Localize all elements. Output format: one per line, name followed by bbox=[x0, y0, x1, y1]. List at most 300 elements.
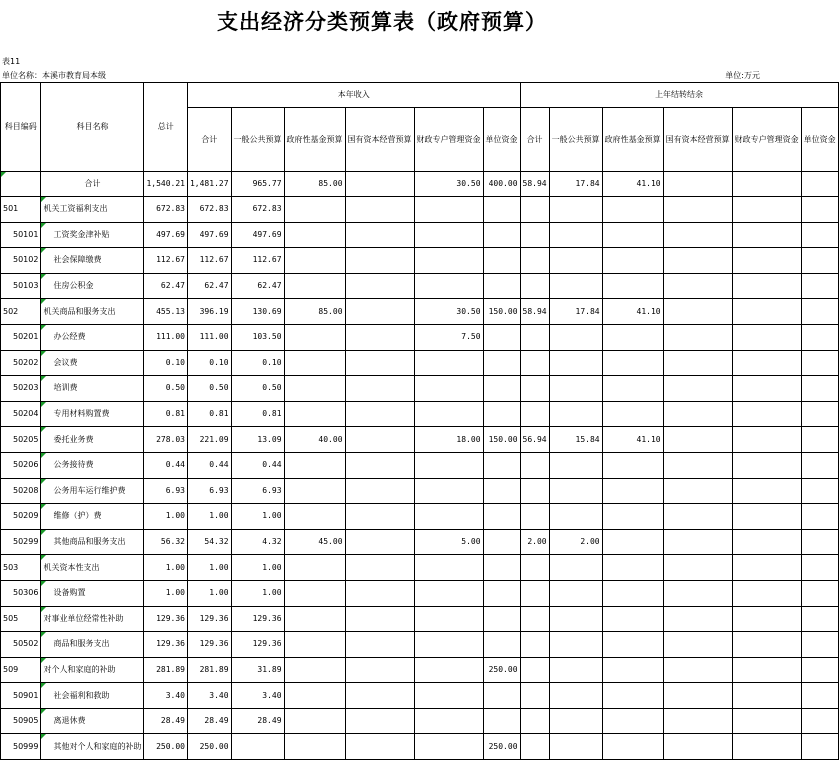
cell-value bbox=[801, 504, 838, 530]
cell-value bbox=[602, 708, 663, 734]
cell-value bbox=[345, 452, 414, 478]
cell-value bbox=[483, 376, 520, 402]
cell-value: 112.67 bbox=[144, 248, 188, 274]
cell-value bbox=[414, 376, 483, 402]
cell-value: 1.00 bbox=[231, 580, 284, 606]
row-code: 50203 bbox=[1, 376, 41, 402]
cell-value: 13.09 bbox=[231, 427, 284, 453]
cell-value bbox=[345, 324, 414, 350]
table-row bbox=[1, 273, 839, 299]
cell-value bbox=[549, 657, 602, 683]
cell-value: 54.32 bbox=[187, 529, 231, 555]
cell-value bbox=[602, 683, 663, 709]
cell-value bbox=[801, 427, 838, 453]
cell-value: 6.93 bbox=[187, 478, 231, 504]
cell-value: 40.00 bbox=[284, 427, 345, 453]
row-name: 社会福利和救助 bbox=[41, 683, 144, 709]
cell-value bbox=[549, 222, 602, 248]
cell-value bbox=[284, 324, 345, 350]
cell-value bbox=[663, 734, 732, 760]
cell-value: 0.50 bbox=[187, 376, 231, 402]
cell-value bbox=[663, 376, 732, 402]
cell-value bbox=[602, 222, 663, 248]
cell-value: 111.00 bbox=[144, 324, 188, 350]
cell-value: 58.94 bbox=[520, 172, 549, 197]
row-code: 503 bbox=[1, 555, 41, 581]
cell-value bbox=[414, 683, 483, 709]
row-code: 50206 bbox=[1, 452, 41, 478]
cell-value: 672.83 bbox=[187, 197, 231, 223]
cell-value bbox=[801, 376, 838, 402]
cell-value bbox=[414, 273, 483, 299]
row-code: 50306 bbox=[1, 580, 41, 606]
table-row bbox=[1, 504, 839, 530]
header-prev-col-5: 单位资金 bbox=[801, 108, 838, 172]
cell-value bbox=[801, 529, 838, 555]
header-current-col-1: 一般公共预算 bbox=[231, 108, 284, 172]
cell-value bbox=[801, 606, 838, 632]
cell-value: 0.81 bbox=[187, 401, 231, 427]
cell-value bbox=[663, 555, 732, 581]
cell-value: 672.83 bbox=[231, 197, 284, 223]
table-row bbox=[1, 632, 839, 658]
cell-value bbox=[483, 632, 520, 658]
header-prev-year: 上年结转结余 bbox=[520, 83, 838, 108]
cell-value bbox=[284, 222, 345, 248]
cell-value bbox=[663, 172, 732, 197]
cell-value bbox=[549, 555, 602, 581]
cell-value bbox=[520, 478, 549, 504]
cell-value bbox=[732, 683, 801, 709]
cell-value bbox=[414, 452, 483, 478]
cell-value bbox=[414, 401, 483, 427]
cell-value: 1.00 bbox=[144, 504, 188, 530]
cell-value bbox=[345, 529, 414, 555]
cell-value bbox=[663, 478, 732, 504]
cell-value: 7.50 bbox=[414, 324, 483, 350]
cell-value: 28.49 bbox=[144, 708, 188, 734]
cell-value bbox=[483, 478, 520, 504]
cell-value bbox=[602, 478, 663, 504]
cell-value bbox=[345, 632, 414, 658]
cell-value: 17.84 bbox=[549, 172, 602, 197]
header-prev-col-1: 一般公共预算 bbox=[549, 108, 602, 172]
cell-value: 250.00 bbox=[483, 734, 520, 760]
row-code: 50208 bbox=[1, 478, 41, 504]
cell-value: 0.50 bbox=[231, 376, 284, 402]
cell-value bbox=[520, 708, 549, 734]
cell-value: 281.89 bbox=[187, 657, 231, 683]
cell-value: 18.00 bbox=[414, 427, 483, 453]
cell-value: 0.81 bbox=[231, 401, 284, 427]
row-name: 专用材料购置费 bbox=[41, 401, 144, 427]
cell-value bbox=[732, 299, 801, 325]
cell-value: 130.69 bbox=[231, 299, 284, 325]
cell-value: 129.36 bbox=[231, 606, 284, 632]
cell-value bbox=[549, 734, 602, 760]
cell-value bbox=[663, 427, 732, 453]
cell-value bbox=[549, 452, 602, 478]
cell-value bbox=[520, 350, 549, 376]
cell-value bbox=[801, 555, 838, 581]
cell-value: 111.00 bbox=[187, 324, 231, 350]
cell-value bbox=[483, 273, 520, 299]
cell-value bbox=[520, 580, 549, 606]
cell-value: 1.00 bbox=[231, 504, 284, 530]
cell-value: 56.32 bbox=[144, 529, 188, 555]
cell-value bbox=[483, 580, 520, 606]
table-row bbox=[1, 299, 839, 325]
cell-value bbox=[284, 708, 345, 734]
cell-value bbox=[732, 172, 801, 197]
cell-value bbox=[732, 708, 801, 734]
header-current-col-3: 国有资本经营预算 bbox=[345, 108, 414, 172]
cell-value bbox=[801, 580, 838, 606]
cell-value bbox=[284, 504, 345, 530]
cell-value bbox=[732, 324, 801, 350]
cell-value bbox=[345, 299, 414, 325]
cell-value bbox=[602, 197, 663, 223]
header-prev-col-4: 财政专户管理资金 bbox=[732, 108, 801, 172]
cell-value bbox=[602, 555, 663, 581]
row-name: 其他商品和服务支出 bbox=[41, 529, 144, 555]
cell-value bbox=[414, 580, 483, 606]
table-row bbox=[1, 376, 839, 402]
cell-value bbox=[549, 683, 602, 709]
cell-value bbox=[602, 401, 663, 427]
cell-value bbox=[483, 504, 520, 530]
table-row bbox=[1, 427, 839, 453]
cell-value bbox=[414, 708, 483, 734]
cell-value: 0.10 bbox=[231, 350, 284, 376]
cell-value bbox=[663, 632, 732, 658]
cell-value bbox=[663, 222, 732, 248]
row-code: 50999 bbox=[1, 734, 41, 760]
table-row bbox=[1, 708, 839, 734]
cell-value bbox=[801, 683, 838, 709]
cell-value bbox=[520, 504, 549, 530]
cell-value bbox=[732, 427, 801, 453]
cell-value bbox=[732, 555, 801, 581]
row-name: 离退休费 bbox=[41, 708, 144, 734]
cell-value bbox=[414, 350, 483, 376]
row-name: 对事业单位经常性补助 bbox=[41, 606, 144, 632]
cell-value bbox=[602, 248, 663, 274]
cell-value bbox=[345, 401, 414, 427]
row-name: 机关商品和服务支出 bbox=[41, 299, 144, 325]
cell-value: 1,481.27 bbox=[187, 172, 231, 197]
cell-value: 1.00 bbox=[144, 580, 188, 606]
cell-value bbox=[801, 708, 838, 734]
cell-value bbox=[284, 248, 345, 274]
row-code: 50209 bbox=[1, 504, 41, 530]
cell-value bbox=[549, 708, 602, 734]
cell-value bbox=[663, 683, 732, 709]
cell-value bbox=[520, 452, 549, 478]
cell-value: 6.93 bbox=[144, 478, 188, 504]
cell-value bbox=[801, 222, 838, 248]
table-row bbox=[1, 683, 839, 709]
cell-value: 497.69 bbox=[231, 222, 284, 248]
cell-value: 129.36 bbox=[231, 632, 284, 658]
cell-value bbox=[602, 657, 663, 683]
cell-value bbox=[663, 299, 732, 325]
cell-value bbox=[414, 632, 483, 658]
header-name: 科目名称 bbox=[41, 83, 144, 172]
cell-value bbox=[345, 657, 414, 683]
cell-value bbox=[732, 350, 801, 376]
cell-value bbox=[549, 401, 602, 427]
table-row bbox=[1, 734, 839, 760]
unit-label: 单位:万元 bbox=[725, 71, 760, 80]
cell-value: 41.10 bbox=[602, 427, 663, 453]
cell-value bbox=[345, 248, 414, 274]
cell-value: 41.10 bbox=[602, 172, 663, 197]
cell-value bbox=[414, 478, 483, 504]
cell-value bbox=[345, 606, 414, 632]
cell-value bbox=[732, 580, 801, 606]
cell-value: 28.49 bbox=[231, 708, 284, 734]
cell-value bbox=[345, 273, 414, 299]
cell-value: 672.83 bbox=[144, 197, 188, 223]
cell-value: 129.36 bbox=[187, 606, 231, 632]
cell-value: 1.00 bbox=[231, 555, 284, 581]
cell-value bbox=[345, 197, 414, 223]
cell-value bbox=[549, 248, 602, 274]
cell-value bbox=[801, 350, 838, 376]
cell-value: 4.32 bbox=[231, 529, 284, 555]
header-current-col-2: 政府性基金预算 bbox=[284, 108, 345, 172]
header-total: 总计 bbox=[144, 83, 188, 172]
cell-value bbox=[549, 273, 602, 299]
cell-value bbox=[549, 606, 602, 632]
cell-value: 112.67 bbox=[231, 248, 284, 274]
cell-value bbox=[663, 452, 732, 478]
cell-value: 1.00 bbox=[187, 580, 231, 606]
cell-value bbox=[549, 324, 602, 350]
row-code: 50103 bbox=[1, 273, 41, 299]
row-name: 合计 bbox=[41, 172, 144, 197]
cell-value bbox=[520, 376, 549, 402]
row-code: 509 bbox=[1, 657, 41, 683]
cell-value: 129.36 bbox=[187, 632, 231, 658]
cell-value bbox=[732, 529, 801, 555]
cell-value bbox=[663, 657, 732, 683]
cell-value bbox=[663, 401, 732, 427]
cell-value bbox=[663, 580, 732, 606]
cell-value: 2.00 bbox=[520, 529, 549, 555]
cell-value: 103.50 bbox=[231, 324, 284, 350]
cell-value bbox=[483, 401, 520, 427]
cell-value bbox=[663, 529, 732, 555]
table-row bbox=[1, 350, 839, 376]
cell-value bbox=[801, 632, 838, 658]
cell-value: 396.19 bbox=[187, 299, 231, 325]
cell-value bbox=[663, 606, 732, 632]
header-prev-col-2: 政府性基金预算 bbox=[602, 108, 663, 172]
row-code: 50101 bbox=[1, 222, 41, 248]
cell-value bbox=[483, 683, 520, 709]
row-name: 公务用车运行维护费 bbox=[41, 478, 144, 504]
row-name: 工资奖金津补贴 bbox=[41, 222, 144, 248]
cell-value bbox=[284, 273, 345, 299]
cell-value bbox=[483, 606, 520, 632]
cell-value bbox=[284, 401, 345, 427]
cell-value bbox=[520, 401, 549, 427]
cell-value bbox=[414, 555, 483, 581]
cell-value bbox=[345, 580, 414, 606]
row-code: 501 bbox=[1, 197, 41, 223]
cell-value: 150.00 bbox=[483, 427, 520, 453]
cell-value bbox=[284, 478, 345, 504]
cell-value bbox=[801, 734, 838, 760]
cell-value bbox=[602, 350, 663, 376]
cell-value: 62.47 bbox=[231, 273, 284, 299]
cell-value: 0.50 bbox=[144, 376, 188, 402]
cell-value bbox=[732, 197, 801, 223]
cell-value bbox=[602, 376, 663, 402]
row-name: 其他对个人和家庭的补助 bbox=[41, 734, 144, 760]
row-code: 502 bbox=[1, 299, 41, 325]
cell-value bbox=[732, 632, 801, 658]
row-name: 公务接待费 bbox=[41, 452, 144, 478]
cell-value bbox=[483, 350, 520, 376]
row-name: 办公经费 bbox=[41, 324, 144, 350]
budget-table bbox=[0, 82, 839, 760]
page-title: 支出经济分类预算表（政府预算） bbox=[217, 9, 547, 34]
cell-value bbox=[520, 555, 549, 581]
cell-value: 3.40 bbox=[187, 683, 231, 709]
cell-value bbox=[345, 350, 414, 376]
cell-value: 41.10 bbox=[602, 299, 663, 325]
cell-value: 30.50 bbox=[414, 172, 483, 197]
cell-value: 85.00 bbox=[284, 172, 345, 197]
cell-value: 28.49 bbox=[187, 708, 231, 734]
cell-value bbox=[520, 222, 549, 248]
cell-value bbox=[483, 324, 520, 350]
cell-value bbox=[483, 452, 520, 478]
header-current-col-0: 合计 bbox=[187, 108, 231, 172]
table-row bbox=[1, 478, 839, 504]
cell-value bbox=[801, 401, 838, 427]
cell-value bbox=[549, 504, 602, 530]
cell-value bbox=[284, 555, 345, 581]
cell-value: 85.00 bbox=[284, 299, 345, 325]
cell-value: 45.00 bbox=[284, 529, 345, 555]
row-name: 商品和服务支出 bbox=[41, 632, 144, 658]
cell-value bbox=[345, 504, 414, 530]
cell-value bbox=[284, 734, 345, 760]
cell-value bbox=[520, 657, 549, 683]
cell-value bbox=[520, 632, 549, 658]
total-row bbox=[1, 172, 839, 197]
cell-value bbox=[549, 632, 602, 658]
cell-value bbox=[602, 452, 663, 478]
cell-value bbox=[483, 708, 520, 734]
table-row bbox=[1, 324, 839, 350]
row-code: 50502 bbox=[1, 632, 41, 658]
cell-value bbox=[732, 222, 801, 248]
row-name: 委托业务费 bbox=[41, 427, 144, 453]
row-code: 50201 bbox=[1, 324, 41, 350]
row-code bbox=[1, 172, 41, 197]
cell-value: 6.93 bbox=[231, 478, 284, 504]
cell-value: 5.00 bbox=[414, 529, 483, 555]
cell-value: 62.47 bbox=[144, 273, 188, 299]
cell-value bbox=[231, 734, 284, 760]
cell-value bbox=[801, 657, 838, 683]
table-row bbox=[1, 657, 839, 683]
cell-value bbox=[414, 734, 483, 760]
header-current-col-4: 财政专户管理资金 bbox=[414, 108, 483, 172]
cell-value bbox=[602, 734, 663, 760]
cell-value bbox=[732, 376, 801, 402]
cell-value bbox=[483, 222, 520, 248]
table-row bbox=[1, 401, 839, 427]
cell-value bbox=[801, 172, 838, 197]
cell-value bbox=[345, 427, 414, 453]
cell-value bbox=[284, 632, 345, 658]
cell-value bbox=[345, 478, 414, 504]
cell-value bbox=[663, 350, 732, 376]
cell-value bbox=[483, 555, 520, 581]
cell-value bbox=[284, 197, 345, 223]
cell-value: 0.10 bbox=[187, 350, 231, 376]
cell-value bbox=[483, 197, 520, 223]
cell-value: 278.03 bbox=[144, 427, 188, 453]
row-name: 机关资本性支出 bbox=[41, 555, 144, 581]
cell-value bbox=[549, 580, 602, 606]
cell-value bbox=[801, 478, 838, 504]
cell-value: 455.13 bbox=[144, 299, 188, 325]
row-name: 机关工资福利支出 bbox=[41, 197, 144, 223]
cell-value bbox=[801, 273, 838, 299]
cell-value bbox=[345, 708, 414, 734]
cell-value bbox=[549, 478, 602, 504]
cell-value: 497.69 bbox=[144, 222, 188, 248]
cell-value bbox=[414, 248, 483, 274]
cell-value: 0.44 bbox=[144, 452, 188, 478]
cell-value: 1.00 bbox=[144, 555, 188, 581]
cell-value: 129.36 bbox=[144, 606, 188, 632]
cell-value bbox=[549, 350, 602, 376]
cell-value bbox=[801, 299, 838, 325]
cell-value bbox=[732, 734, 801, 760]
row-code: 50901 bbox=[1, 683, 41, 709]
cell-value: 250.00 bbox=[144, 734, 188, 760]
cell-value bbox=[414, 197, 483, 223]
cell-value bbox=[602, 632, 663, 658]
cell-value: 1,540.21 bbox=[144, 172, 188, 197]
cell-value bbox=[520, 248, 549, 274]
cell-value: 58.94 bbox=[520, 299, 549, 325]
cell-value: 62.47 bbox=[187, 273, 231, 299]
cell-value: 17.84 bbox=[549, 299, 602, 325]
cell-value bbox=[414, 657, 483, 683]
cell-value: 281.89 bbox=[144, 657, 188, 683]
table-number: 表11 bbox=[2, 57, 21, 66]
cell-value bbox=[732, 273, 801, 299]
row-name: 会议费 bbox=[41, 350, 144, 376]
cell-value bbox=[801, 452, 838, 478]
cell-value bbox=[284, 683, 345, 709]
cell-value: 129.36 bbox=[144, 632, 188, 658]
cell-value: 15.84 bbox=[549, 427, 602, 453]
cell-value bbox=[663, 708, 732, 734]
table-row bbox=[1, 580, 839, 606]
cell-value bbox=[520, 683, 549, 709]
row-code: 50202 bbox=[1, 350, 41, 376]
